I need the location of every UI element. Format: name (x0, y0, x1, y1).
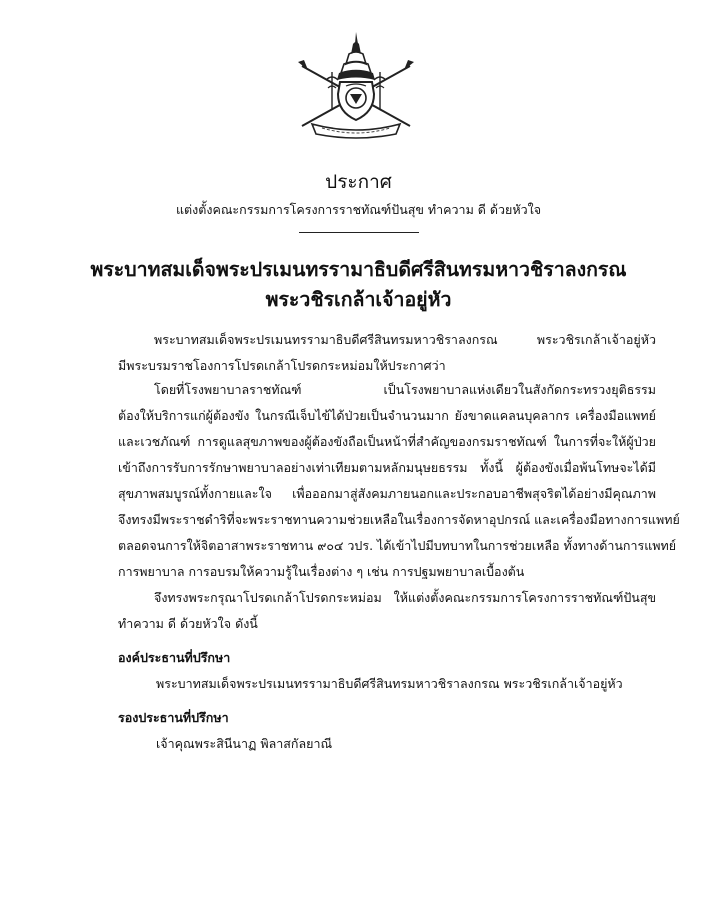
page-subtitle: แต่งตั้งคณะกรรมการโครงการราชทัณฑ์ปันสุข ทำความ ดี ด้วยหัวใจ (175, 202, 542, 217)
body-line: โดยที่โรงพยาบาลราชทัณฑ์ เป็นโรงพยาบาลแห่งเดียวในสังกัดกระทรวงยุติธรรม (154, 382, 656, 397)
title-divider (299, 232, 419, 233)
body-line: มีพระบรมราชโองการโปรดเกล้าโปรดกระหม่อมให้ประกาศว่า (118, 358, 446, 373)
king-name-line-2: พระวชิรเกล้าเจ้าอยู่หัว (265, 288, 452, 311)
king-name-line-1: พระบาทสมเด็จพระปรเมนทรรามาธิบดีศรีสินทรมหาวชิราลงกรณ (90, 258, 627, 281)
body-line: ต้องให้บริการแก่ผู้ต้องขัง ในกรณีเจ็บไข้ได้ป่วยเป็นจำนวนมาก ยังขาดแคลนบุคลากร เครื่องมือแพทย์ (118, 408, 656, 423)
page-title: ประกาศ (325, 171, 392, 193)
body-line: พระบาทสมเด็จพระปรเมนทรรามาธิบดีศรีสินทรมหาวชิราลงกรณ พระวชิรเกล้าเจ้าอยู่หัว (154, 332, 656, 347)
section-item-vice-advisor: เจ้าคุณพระสินีนาฏ พิลาสกัลยาณี (156, 736, 333, 751)
body-line: ตลอดจนการให้จิตอาสาพระราชทาน ๙๐๔ วปร. ได้เข้าไปมีบทบาทในการช่วยเหลือ ทั้งทางด้านการแพทย์ (118, 538, 677, 553)
section-heading-vice-advisor: รองประธานที่ปรึกษา (118, 710, 229, 725)
royal-emblem-icon (292, 30, 420, 142)
body-line: และเวชภัณฑ์ การดูแลสุขภาพของผู้ต้องขังถือเป็นหน้าที่สำคัญของกรมราชทัณฑ์ ในการที่จะให้ผู้ป่วย (118, 434, 656, 449)
body-line: ทำความ ดี ด้วยหัวใจ ดังนี้ (118, 616, 258, 631)
body-line: เข้าถึงการรับการรักษาพยาบาลอย่างเท่าเทียมตามหลักมนุษยธรรม ทั้งนี้ ผู้ต้องขังเมื่อพ้นโทษจะได้มี (118, 460, 656, 475)
body-line: สุขภาพสมบูรณ์ทั้งกายและใจ เพื่อออกมาสู่สังคมภายนอกและประกอบอาชีพสุจริตได้อย่างมีคุณภาพ (118, 486, 656, 501)
section-heading-chief-advisor: องค์ประธานที่ปรึกษา (118, 650, 231, 665)
section-item-chief-advisor: พระบาทสมเด็จพระปรเมนทรรามาธิบดีศรีสินทรมหาวชิราลงกรณ พระวชิรเกล้าเจ้าอยู่หัว (156, 676, 623, 691)
body-line: จึงทรงมีพระราชดำริที่จะพระราชทานความช่วยเหลือในเรื่องการจัดหาอุปกรณ์ และเครื่องมือทางการแพทย์ (118, 512, 680, 527)
body-line: จึงทรงพระกรุณาโปรดเกล้าโปรดกระหม่อม ให้แต่งตั้งคณะกรรมการโครงการราชทัณฑ์ปันสุข (154, 590, 656, 605)
body-line: การพยาบาล การอบรมให้ความรู้ในเรื่องต่าง ๆ เช่น การปฐมพยาบาลเบื้องต้น (118, 564, 525, 579)
